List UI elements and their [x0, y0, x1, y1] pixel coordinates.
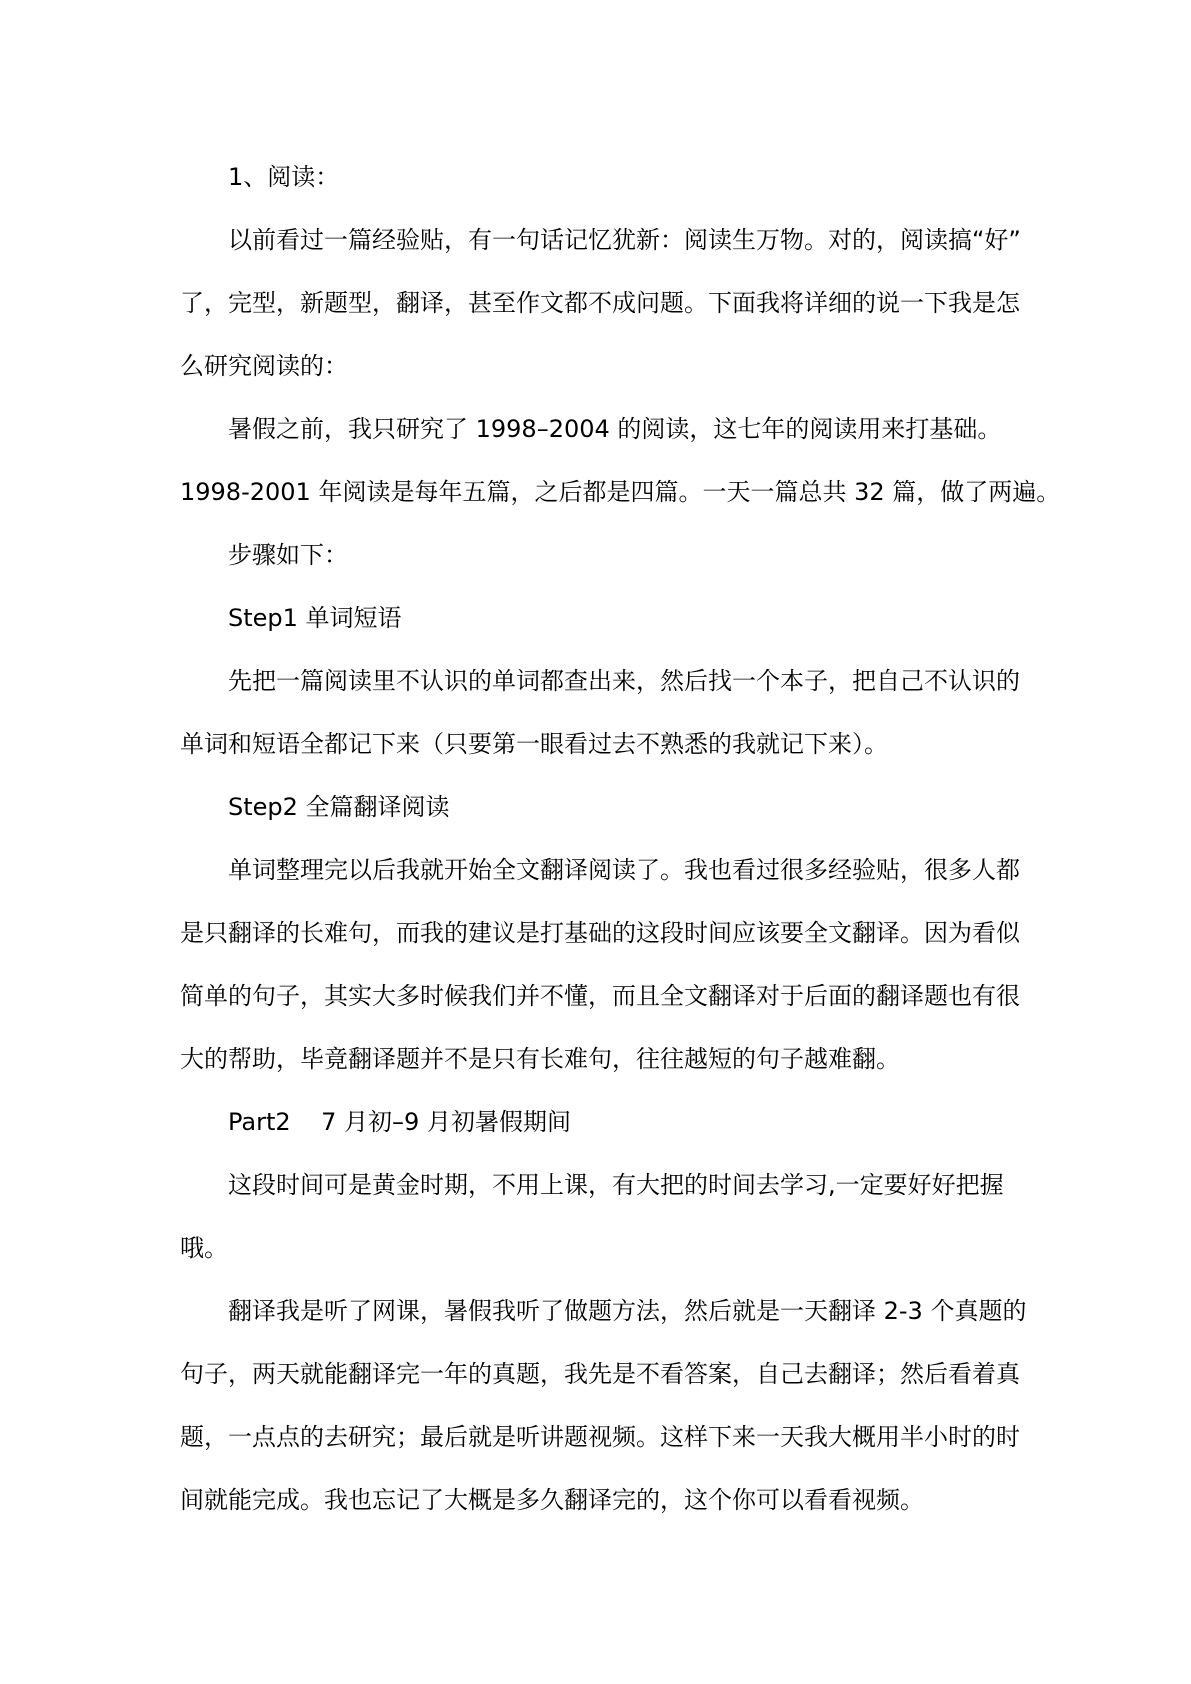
text-line: 翻译我是听了网课，暑假我听了做题方法，然后就是一天翻译 2-3 个真题的 [228, 1297, 1027, 1325]
text-line: 是只翻译的长难句，而我的建议是打基础的这段时间应该要全文翻译。因为看似 [180, 919, 1020, 947]
text-line: 句子，两天就能翻译完一年的真题，我先是不看答案，自己去翻译；然后看着真 [180, 1360, 1020, 1388]
text-line: 1、阅读： [228, 163, 340, 191]
step1-heading [180, 587, 1010, 650]
step2-heading [180, 776, 1010, 839]
text-line: 步骤如下： [228, 541, 348, 569]
paragraph-step1 [180, 650, 1020, 776]
text-line: 单词整理完以后我就开始全文翻译阅读了。我也看过很多经验贴，很多人都 [228, 856, 1020, 884]
text-line: 先把一篇阅读里不认识的单词都查出来，然后找一个本子，把自己不认识的 [228, 667, 1020, 695]
text-line: 单词和短语全都记下来（只要第一眼看过去不熟悉的我就记下来）。 [180, 730, 888, 758]
section-heading-reading [180, 146, 1010, 209]
text-line: 这段时间可是黄金时期，不用上课，有大把的时间去学习,一定要好好把握 [228, 1171, 1004, 1199]
text-line: Step2 全篇翻译阅读 [228, 793, 450, 821]
text-line: 了，完型，新题型，翻译，甚至作文都不成问题。下面我将详细的说一下我是怎 [180, 289, 1020, 317]
text-line: 以前看过一篇经验贴，有一句话记忆犹新：阅读生万物。对的，阅读搞“好” [228, 226, 1021, 254]
text-line: 么研究阅读的： [180, 352, 348, 380]
paragraph-summer-before [180, 398, 1061, 524]
text-line: 暑假之前，我只研究了 1998–2004 的阅读，这七年的阅读用来打基础。 [228, 415, 1002, 443]
paragraph-step2 [180, 839, 1020, 1091]
text-line: Step1 单词短语 [228, 604, 402, 632]
text-line: 间就能完成。我也忘记了大概是多久翻译完的，这个你可以看看视频。 [180, 1486, 924, 1514]
text-line: 大的帮助，毕竟翻译题并不是只有长难句，往往越短的句子越难翻。 [180, 1045, 900, 1073]
paragraph-steps-heading [180, 524, 1010, 587]
text-line: 哦。 [180, 1234, 228, 1262]
text-line: 题，一点点的去研究；最后就是听讲题视频。这样下来一天我大概用半小时的时 [180, 1423, 1020, 1451]
paragraph-golden-period [180, 1154, 1010, 1280]
paragraph-translation [180, 1280, 1027, 1532]
part2-heading [180, 1091, 1010, 1154]
paragraph-intro [180, 209, 1021, 398]
document-body [180, 146, 1061, 1532]
text-line: Part2 7 月初–9 月初暑假期间 [228, 1108, 571, 1136]
text-line: 1998-2001 年阅读是每年五篇，之后都是四篇。一天一篇总共 32 篇，做了两遍。 [180, 478, 1061, 506]
text-line: 简单的句子，其实大多时候我们并不懂，而且全文翻译对于后面的翻译题也有很 [180, 982, 1020, 1010]
